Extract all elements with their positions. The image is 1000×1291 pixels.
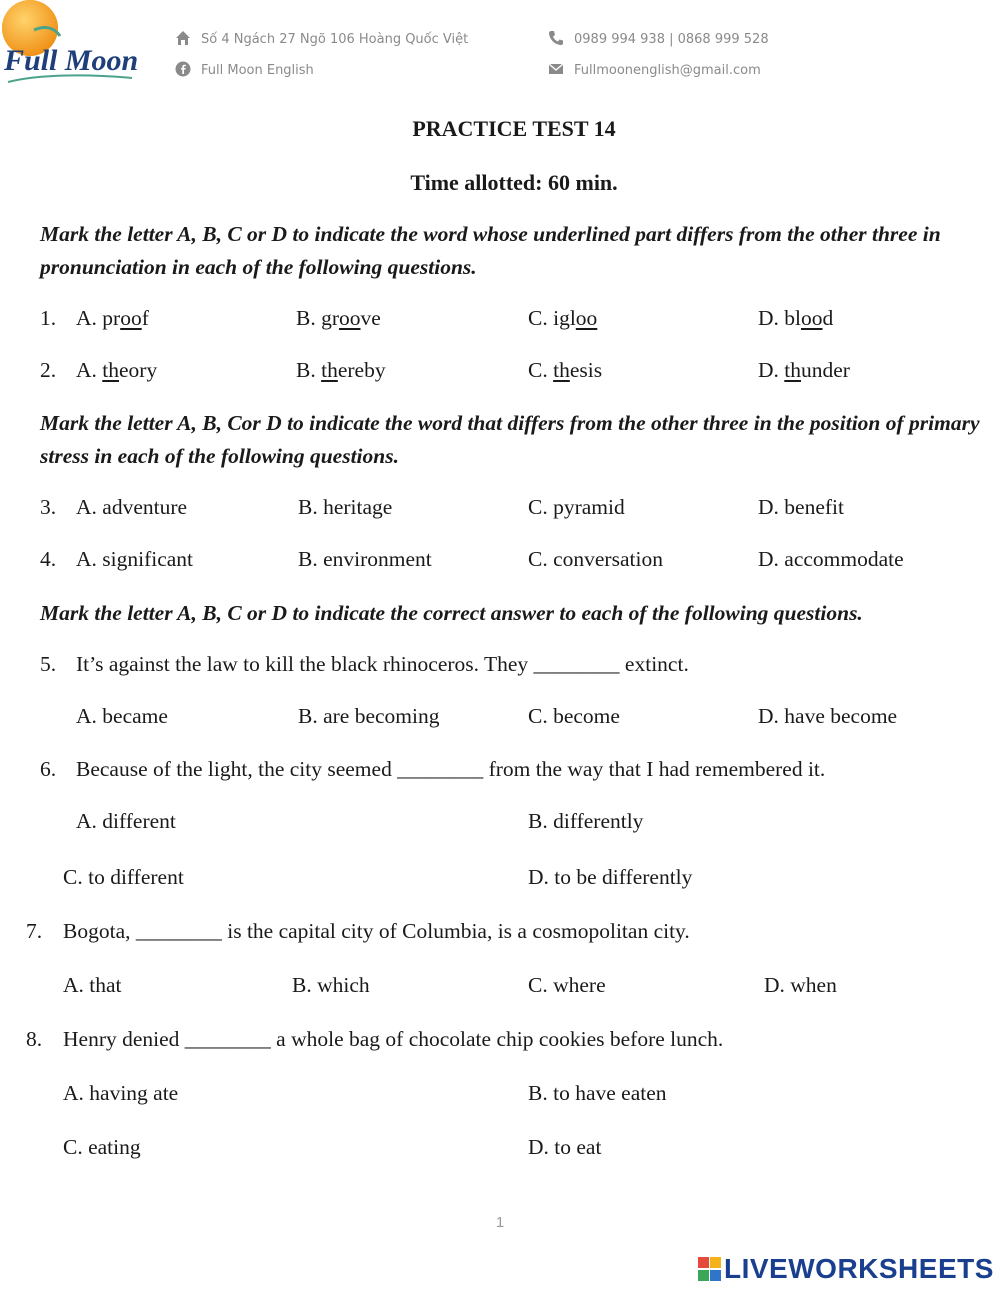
question-number: 7. [26,919,43,943]
liveworksheets-brand[interactable]: LIVEWORKSHEETS [724,1253,994,1284]
q3-option-d[interactable]: D. benefit [758,495,844,519]
question-number: 8. [26,1027,43,1051]
q8-option-a[interactable]: A. having ate [63,1081,179,1105]
time-allotted: Time allotted: 60 min. [410,170,618,195]
mail-icon [548,61,564,77]
q6-option-a[interactable]: A. different [76,809,176,833]
question-number: 2. [40,358,57,382]
q5-option-c[interactable]: C. become [528,704,620,728]
liveworksheets-logo-icon [697,1253,723,1287]
instruction-pronunciation: Mark the letter A, B, C or D to indicate the word whose underlined part differs from the other three in pronunciation in each of the following questions. [40,222,941,279]
q7-option-d[interactable]: D. when [764,973,837,997]
q5-option-a[interactable]: A. became [76,704,168,728]
home-icon [175,30,191,46]
page-title: PRACTICE TEST 14 [412,116,616,141]
question-number: 3. [40,495,57,519]
phone-text: 0989 994 938 | 0868 999 528 [574,32,769,47]
q7-option-c[interactable]: C. where [528,973,606,997]
facebook-text: Full Moon English [201,63,314,78]
q8-option-c[interactable]: C. eating [63,1135,141,1159]
q1-option-d[interactable]: D. blood [758,306,834,330]
instruction-correct-answer: Mark the letter A, B, C or D to indicate the correct answer to each of the following questions. [40,601,863,625]
q5-option-b[interactable]: B. are becoming [298,704,440,728]
phone-line [548,30,769,47]
q2-option-d[interactable]: D. thunder [758,358,850,382]
question-number: 6. [40,757,57,781]
page-number: 1 [495,1214,505,1231]
address-line [175,30,468,47]
q6-stem: Because of the light, the city seemed ________ from the way that I had remembered it. [76,757,826,781]
q8-stem: Henry denied ________ a whole bag of chocolate chip cookies before lunch. [63,1027,724,1051]
facebook-line [175,61,314,78]
q5-option-d[interactable]: D. have become [758,704,898,728]
q7-stem: Bogota, ________ is the capital city of Columbia, is a cosmopolitan city. [63,919,690,943]
email-text: Fullmoonenglish@gmail.com [574,63,761,78]
q8-option-d[interactable]: D. to eat [528,1135,602,1159]
address-text: Số 4 Ngách 27 Ngõ 106 Hoàng Quốc Việt [201,32,469,47]
email-line [548,61,761,78]
q6-option-c[interactable]: C. to different [63,865,184,889]
svg-text:Full Moon: Full Moon [4,44,139,77]
q7-option-a[interactable]: A. that [63,973,122,997]
q3-option-a[interactable]: A. adventure [76,495,188,519]
q4-option-c[interactable]: C. conversation [528,547,663,571]
q3-option-b[interactable]: B. heritage [298,495,393,519]
q2-option-a[interactable]: A. theory [76,358,158,382]
question-number: 1. [40,306,57,330]
q8-option-b[interactable]: B. to have eaten [528,1081,667,1105]
q5-stem: It’s against the law to kill the black rhinoceros. They ________ extinct. [76,652,689,676]
q1-option-c[interactable]: C. igloo [528,306,598,330]
instruction-stress: Mark the letter A, B, Cor D to indicate the word that differs from the other three in the position of primary stress in each of the following questions. [40,411,980,468]
q4-option-a[interactable]: A. significant [76,547,194,571]
full-moon-logo [0,0,140,90]
q6-option-d[interactable]: D. to be differently [528,865,693,889]
q6-option-b[interactable]: B. differently [528,809,644,833]
facebook-icon [175,61,191,77]
q1-option-a[interactable]: A. proof [76,306,149,330]
q3-option-c[interactable]: C. pyramid [528,495,625,519]
q4-option-d[interactable]: D. accommodate [758,547,904,571]
phone-icon [548,30,564,46]
q7-option-b[interactable]: B. which [292,973,370,997]
question-number: 5. [40,652,57,676]
q2-option-b[interactable]: B. thereby [296,358,386,382]
q4-option-b[interactable]: B. environment [298,547,432,571]
q2-option-c[interactable]: C. thesis [528,358,603,382]
question-number: 4. [40,547,57,571]
q1-option-b[interactable]: B. groove [296,306,381,330]
